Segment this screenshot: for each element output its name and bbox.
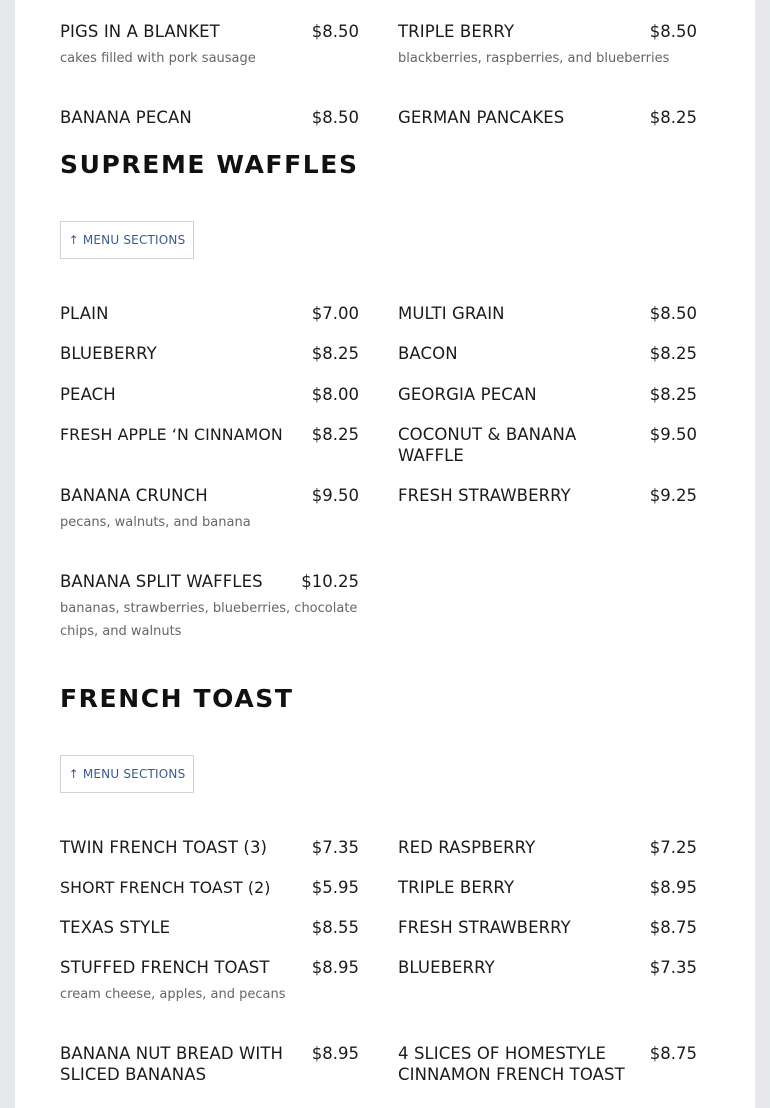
menu-item-price: $8.50	[311, 108, 359, 127]
menu-item-description: cream cheese, apples, and pecans	[60, 987, 286, 1002]
menu-page	[15, 0, 755, 1108]
menu-item-description: pecans, walnuts, and banana	[60, 515, 251, 530]
menu-item-name: BLUEBERRY	[398, 958, 495, 977]
menu-item-name: MULTI GRAIN	[398, 304, 505, 323]
menu-item-name: PLAIN	[60, 304, 109, 323]
menu-item-name: PEACH	[60, 385, 116, 404]
menu-item-price: $9.25	[649, 486, 697, 505]
menu-item-price: $8.50	[311, 22, 359, 41]
menu-item-name: RED RASPBERRY	[398, 838, 536, 857]
menu-item-price: $8.95	[311, 958, 359, 977]
menu-sections-link[interactable]: ↑ MENU SECTIONS	[60, 755, 194, 793]
menu-item-name: BANANA SPLIT WAFFLES	[60, 572, 263, 591]
menu-item-price: $8.25	[649, 385, 697, 404]
menu-item-name: GEORGIA PECAN	[398, 385, 537, 404]
menu-item-description: bananas, strawberries, blueberries, chocolate chips, and walnuts	[60, 601, 358, 639]
menu-item-name: BACON	[398, 344, 458, 363]
menu-item-price: $8.95	[311, 1044, 359, 1063]
menu-item-name: TEXAS STYLE	[60, 918, 171, 937]
menu-item-price: $7.00	[311, 304, 359, 323]
menu-item-price: $9.50	[311, 486, 359, 505]
section-title-supreme-waffles: SUPREME WAFFLES	[60, 150, 359, 179]
menu-item-name: BLUEBERRY	[60, 344, 157, 363]
menu-item-name: PIGS IN A BLANKET	[60, 22, 220, 41]
menu-item-name: FRESH STRAWBERRY	[398, 918, 571, 937]
menu-item-name: BANANA CRUNCH	[60, 486, 208, 505]
menu-item-name: GERMAN PANCAKES	[398, 108, 565, 127]
menu-item-price: $8.55	[311, 918, 359, 937]
menu-item-name: COCONUT & BANANA WAFFLE	[398, 425, 577, 465]
menu-item-price: $5.95	[311, 878, 359, 897]
menu-item-price: $8.25	[649, 344, 697, 363]
menu-item-name: TRIPLE BERRY	[398, 878, 515, 897]
menu-sections-link[interactable]: ↑ MENU SECTIONS	[60, 221, 194, 259]
menu-item-price: $10.25	[301, 572, 359, 591]
section-title-french-toast: FRENCH TOAST	[60, 684, 294, 713]
menu-item-name: BANANA NUT BREAD WITH SLICED BANANAS	[60, 1044, 284, 1084]
menu-item-name: SHORT FRENCH TOAST (2)	[60, 878, 271, 897]
menu-item-price: $8.25	[311, 344, 359, 363]
menu-item-price: $8.95	[649, 878, 697, 897]
menu-item-price: $7.35	[649, 958, 697, 977]
menu-item-name: TWIN FRENCH TOAST (3)	[60, 838, 268, 857]
menu-item-price: $8.50	[649, 304, 697, 323]
menu-item-name: 4 SLICES OF HOMESTYLE CINNAMON FRENCH TOAST	[398, 1044, 625, 1084]
menu-item-price: $8.00	[311, 385, 359, 404]
menu-item-name: STUFFED FRENCH TOAST	[60, 958, 270, 977]
menu-item-price: $8.25	[649, 108, 697, 127]
menu-item-name: FRESH STRAWBERRY	[398, 486, 571, 505]
menu-item-price: $8.25	[311, 425, 359, 444]
menu-item-description: blackberries, raspberries, and blueberries	[398, 51, 670, 66]
menu-item-price: $9.50	[649, 425, 697, 444]
menu-item-description: cakes filled with pork sausage	[60, 51, 256, 66]
menu-item-price: $8.75	[649, 1044, 697, 1063]
menu-item-name: FRESH APPLE ‘N CINNAMON	[60, 425, 283, 444]
menu-item-price: $8.50	[649, 22, 697, 41]
menu-item-name: TRIPLE BERRY	[398, 22, 515, 41]
menu-item-name: BANANA PECAN	[60, 108, 192, 127]
menu-item-price: $8.75	[649, 918, 697, 937]
menu-item-price: $7.25	[649, 838, 697, 857]
menu-item-price: $7.35	[311, 838, 359, 857]
